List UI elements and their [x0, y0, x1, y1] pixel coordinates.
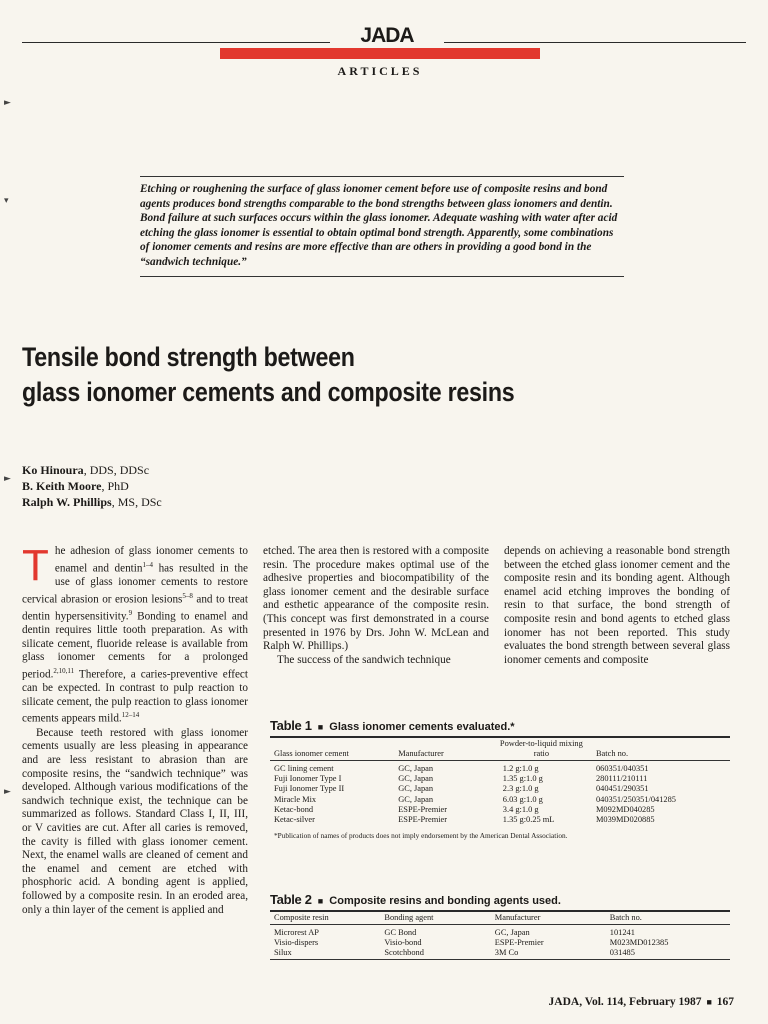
body-text: and to treat dentin hypersensitivity. — [22, 593, 248, 623]
column-header: Bonding agent — [384, 913, 434, 922]
author-entry — [22, 494, 322, 510]
table-header-row — [270, 912, 730, 925]
table-cell: Miracle Mix — [274, 794, 317, 804]
body-paragraph: depends on achieving a reasonable bond strength between the etched glass ionomer cement and the composite resin and its bonding agent. Although enamel acid etching improves the bonding of resin to that surface, the bond strength of composite resin and bond agents to etched glass ionomer has not been reported. This study evaluates the bond strength between several glass ionomer cements and composite — [504, 545, 730, 666]
column-header: Batch no. — [609, 913, 642, 922]
abstract-top-rule — [140, 176, 624, 177]
table-cell: 040451/290351 — [595, 784, 649, 794]
table-cell: Fuji Ionomer Type II — [274, 784, 345, 794]
footer-citation: JADA, Vol. 114, February 1987 — [548, 996, 702, 1008]
table-cell: GC, Japan — [494, 928, 530, 937]
table-cell: GC, Japan — [398, 784, 434, 794]
journal-logo: JADA — [330, 24, 444, 48]
table-2-title: Composite resins and bonding agents used. — [329, 895, 561, 907]
table-cell: ESPE-Premier — [398, 815, 448, 825]
article-title — [22, 340, 624, 410]
table-1-grid — [270, 738, 730, 825]
table-1-caption — [270, 718, 730, 733]
table-cell: ESPE-Premier — [494, 938, 544, 948]
abstract: Etching or roughening the surface of glass ionomer cement before use of composite resins and bond agents produces bond strengths comparable to the bond strengths between glass ionomers and dentin. Bond failure at such surfaces occurs within the glass ionomer. Adequate washing with water after acid etching the glass ionomer is essential to obtain optimal bond strength. Apparently, some combinations of ionomer cements and resins are more effective than are others in providing a good bond in the “sandwich technique.” — [140, 183, 618, 268]
table-row — [270, 815, 730, 825]
body-paragraph: The success of the sandwich technique — [277, 653, 451, 666]
margin-arrow-icon: ► — [4, 98, 11, 108]
reference-superscript: 2,10,11 — [53, 666, 75, 675]
margin-arrow-icon: ► — [4, 787, 11, 797]
reference-superscript: 1–4 — [142, 560, 153, 569]
reference-superscript: 9 — [128, 608, 133, 617]
table-cell: GC, Japan — [398, 774, 434, 784]
table-cell: 2.3 g:1.0 g — [502, 784, 539, 794]
author-entry — [22, 462, 322, 478]
author-entry — [22, 478, 322, 494]
table-cell: Scotchbond — [384, 948, 424, 958]
page-number: 167 — [716, 996, 734, 1008]
table-cell: GC, Japan — [398, 764, 434, 773]
body-text: he adhesion of glass ionomer cements to enamel and dentin — [54, 545, 248, 575]
table-cell: 1.35 g:1.0 g — [502, 774, 543, 784]
body-column-3 — [504, 545, 730, 667]
table-cell: 280111/210111 — [595, 774, 648, 784]
table-row — [270, 784, 730, 794]
drop-cap: T — [22, 541, 49, 590]
bullet-icon: ■ — [317, 722, 324, 732]
author-degrees: , MS, DSc — [111, 495, 162, 509]
body-paragraph: Because teeth restored with glass ionomer cements usually are less pleasing in appearance and are less resistant to abrasion than are composite resins, the “sandwich technique” was developed. Although various modifications of the sandwich technique exist, the technique can be summarized as follows. Standard Class I, II, III, or V cavities are cut. After all caries is removed, the cavity is filled with glass ionomer cement. Next, the enamel walls are cleaned of cement and the enamel and cement are etched with phosphoric acid. A bonding agent is applied, followed by a composite resin. In an eroded area, only a thin layer of the cement is applied and — [22, 726, 248, 916]
table-cell: 1.35 g:0.25 mL — [502, 815, 555, 825]
table-2-caption — [270, 892, 730, 907]
table-cell: 031485 — [609, 948, 635, 958]
table-cell: Silux — [274, 948, 292, 958]
table-1-footnote: *Publication of names of products does not imply endorsement by the American Dental Association. — [274, 831, 568, 841]
author-name: B. Keith Moore — [22, 479, 102, 493]
body-paragraph — [22, 541, 249, 727]
author-name: Ko Hinoura — [22, 463, 84, 477]
author-degrees: , DDS, DDSc — [83, 463, 150, 477]
column-header: Composite resin — [274, 913, 329, 922]
body-text: Bonding to enamel and dentin requires little tooth preparation. As with silicate cement, fluoride release is available from glass ionomer cements for a prolonged period. — [22, 610, 248, 681]
table-cell: 1.2 g:1.0 g — [502, 764, 539, 773]
article-title-line-2: glass ionomer cements and composite resins — [22, 377, 515, 407]
table-cell: Visio-bond — [384, 938, 422, 948]
table-cell: ESPE-Premier — [398, 804, 448, 814]
article-title-line-1: Tensile bond strength between — [22, 342, 355, 372]
table-1-label: Table 1 — [270, 718, 312, 733]
table-row — [270, 774, 730, 784]
body-text: has resulted in the use of glass ionomer cements to restore cervical abrasion or erosion lesions — [22, 562, 249, 606]
table-2-grid — [270, 912, 730, 959]
table-2-label: Table 2 — [270, 892, 312, 907]
table-cell: 060351/040351 — [595, 764, 649, 773]
author-name: Ralph W. Phillips — [22, 495, 112, 509]
table-1-body — [270, 761, 730, 826]
column-header: Manufacturer — [398, 749, 444, 758]
table-row — [270, 795, 730, 805]
table-row — [270, 761, 730, 775]
table-row — [270, 805, 730, 815]
table-1-title: Glass ionomer cements evaluated.* — [329, 721, 515, 733]
body-column-1 — [22, 541, 249, 917]
body-text: Therefore, a caries-preventive effect can be expected. In contrast to pulp reaction to silicate cement, the pulp reaction to glass ionomer cements appears mild. — [22, 668, 248, 726]
abstract-bottom-rule — [140, 276, 624, 277]
reference-superscript: 5–8 — [182, 591, 193, 600]
table-cell: Fuji Ionomer Type I — [274, 774, 342, 784]
author-list — [22, 462, 322, 510]
column-header: Powder-to-liquid mixing ratio — [499, 739, 583, 758]
table-cell: 3.4 g:1.0 g — [502, 804, 539, 814]
table-1 — [270, 718, 730, 840]
table-header-row — [270, 738, 730, 761]
table-cell: M039MD020885 — [595, 815, 655, 825]
table-cell: 040351/250351/041285 — [595, 794, 676, 804]
section-label: ARTICLES — [337, 64, 423, 78]
table-cell: M023MD012385 — [609, 938, 669, 948]
table-cell: Visio-dispers — [274, 938, 319, 948]
margin-arrow-icon: ► — [4, 474, 11, 484]
table-cell: 6.03 g:1.0 g — [502, 794, 543, 804]
body-paragraph: etched. The area then is restored with a composite resin. The procedure makes optimal use of the adhesive properties and biocompatibility of the glass ionomer cement and the desirable surface and esthetic appearance of the composite resin. (This concept was first demonstrated in a course presented in 1976 by Drs. John W. McLean and Ralph W. Phillips.) — [263, 545, 489, 653]
table-rule — [270, 959, 730, 960]
column-header: Batch no. — [595, 749, 629, 758]
table-row — [270, 948, 730, 958]
page-footer — [540, 996, 734, 1008]
table-cell: Microrest AP — [274, 928, 319, 937]
section-color-bar — [220, 48, 540, 59]
bullet-icon: ■ — [317, 896, 324, 906]
table-cell: Ketac-bond — [274, 804, 314, 814]
table-cell: 101241 — [609, 928, 635, 937]
bullet-icon: ■ — [706, 997, 712, 1007]
author-degrees: , PhD — [101, 479, 129, 493]
column-header: Manufacturer — [494, 913, 541, 922]
reference-superscript: 12–14 — [121, 711, 140, 720]
margin-arrow-icon: ▾ — [4, 196, 9, 206]
table-row — [270, 925, 730, 939]
body-column-2 — [263, 545, 489, 667]
table-cell: 3M Co — [494, 948, 519, 958]
table-cell: M092MD040285 — [595, 804, 655, 814]
table-cell: GC Bond — [384, 928, 417, 937]
table-2 — [270, 892, 730, 960]
table-row — [270, 938, 730, 948]
column-header: Glass ionomer cement — [274, 749, 349, 758]
table-2-body — [270, 925, 730, 959]
table-cell: GC, Japan — [398, 794, 434, 804]
table-cell: Ketac-silver — [274, 815, 315, 825]
table-cell: GC lining cement — [274, 764, 334, 773]
